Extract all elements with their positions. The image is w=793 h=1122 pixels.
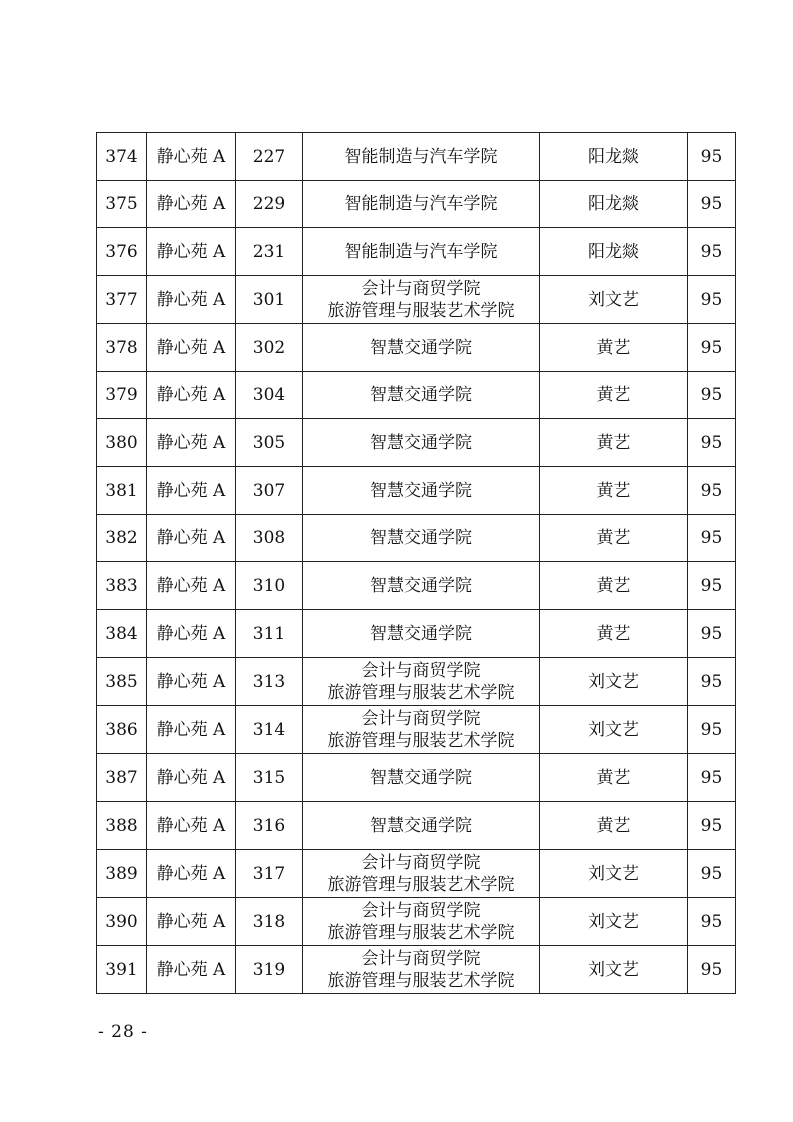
table-row <box>97 467 736 515</box>
table-body <box>97 133 736 994</box>
building-cell: 静心苑 A <box>147 850 236 898</box>
department-name: 旅游管理与服装艺术学院 <box>327 682 515 703</box>
table-row <box>97 228 736 276</box>
department-cell <box>303 133 540 181</box>
department-name: 智慧交通学院 <box>370 528 472 548</box>
score-cell: 95 <box>688 754 736 802</box>
table-row <box>97 181 736 228</box>
building-cell: 静心苑 A <box>147 802 236 850</box>
person-cell: 黄艺 <box>540 324 688 372</box>
department-name: 智能制造与汽车学院 <box>344 146 498 167</box>
department-cell <box>303 181 540 228</box>
score-cell: 95 <box>688 372 736 419</box>
table-row <box>97 706 736 754</box>
department-name: 智慧交通学院 <box>370 337 472 358</box>
department-cell <box>303 562 540 610</box>
room-cell: 231 <box>236 228 303 276</box>
department-name: 旅游管理与服装艺术学院 <box>327 970 515 991</box>
department-name: 旅游管理与服装艺术学院 <box>327 300 515 321</box>
department-name: 智慧交通学院 <box>370 623 472 644</box>
score-cell: 95 <box>688 946 736 994</box>
department-name: 旅游管理与服装艺术学院 <box>327 730 515 751</box>
score-cell: 95 <box>688 181 736 228</box>
department-name: 会计与商贸学院 <box>361 660 481 681</box>
score-cell: 95 <box>688 850 736 898</box>
person-cell: 刘文艺 <box>540 276 688 324</box>
table-row <box>97 133 736 181</box>
room-cell: 319 <box>236 946 303 994</box>
table-row <box>97 515 736 562</box>
row-number-cell: 378 <box>97 324 147 372</box>
room-cell: 315 <box>236 754 303 802</box>
row-number-cell: 391 <box>97 946 147 994</box>
person-cell: 刘文艺 <box>540 898 688 946</box>
score-cell: 95 <box>688 610 736 658</box>
department-cell <box>303 419 540 467</box>
room-cell: 317 <box>236 850 303 898</box>
table-row <box>97 802 736 850</box>
row-number-cell: 380 <box>97 419 147 467</box>
person-cell: 黄艺 <box>540 419 688 467</box>
person-cell: 黄艺 <box>540 610 688 658</box>
person-cell: 刘文艺 <box>540 946 688 994</box>
building-cell: 静心苑 A <box>147 276 236 324</box>
department-cell <box>303 515 540 562</box>
department-name: 智慧交通学院 <box>370 432 472 453</box>
person-cell: 刘文艺 <box>540 658 688 706</box>
row-number-cell: 384 <box>97 610 147 658</box>
department-name: 智慧交通学院 <box>370 815 472 836</box>
row-number-cell: 385 <box>97 658 147 706</box>
person-cell: 黄艺 <box>540 467 688 515</box>
room-cell: 307 <box>236 467 303 515</box>
person-cell: 阳龙燚 <box>540 133 688 181</box>
table-row <box>97 946 736 994</box>
row-number-cell: 389 <box>97 850 147 898</box>
department-cell <box>303 850 540 898</box>
room-cell: 229 <box>236 181 303 228</box>
table-row <box>97 850 736 898</box>
page-number: - 28 - <box>98 1022 148 1042</box>
row-number-cell: 388 <box>97 802 147 850</box>
building-cell: 静心苑 A <box>147 467 236 515</box>
score-cell: 95 <box>688 706 736 754</box>
person-cell: 黄艺 <box>540 562 688 610</box>
room-cell: 301 <box>236 276 303 324</box>
building-cell: 静心苑 A <box>147 610 236 658</box>
building-cell: 静心苑 A <box>147 419 236 467</box>
person-cell: 刘文艺 <box>540 850 688 898</box>
room-cell: 302 <box>236 324 303 372</box>
department-name: 会计与商贸学院 <box>361 900 481 921</box>
score-cell: 95 <box>688 802 736 850</box>
table-row <box>97 372 736 419</box>
department-name: 会计与商贸学院 <box>361 278 481 299</box>
row-number-cell: 374 <box>97 133 147 181</box>
score-cell: 95 <box>688 133 736 181</box>
department-cell <box>303 228 540 276</box>
person-cell: 阳龙燚 <box>540 181 688 228</box>
room-cell: 227 <box>236 133 303 181</box>
row-number-cell: 376 <box>97 228 147 276</box>
building-cell: 静心苑 A <box>147 228 236 276</box>
row-number-cell: 382 <box>97 515 147 562</box>
department-cell <box>303 276 540 324</box>
person-cell: 阳龙燚 <box>540 228 688 276</box>
table-row <box>97 610 736 658</box>
department-name: 会计与商贸学院 <box>361 708 481 729</box>
room-cell: 308 <box>236 515 303 562</box>
score-cell: 95 <box>688 562 736 610</box>
department-name: 会计与商贸学院 <box>361 852 481 873</box>
table-row <box>97 276 736 324</box>
building-cell: 静心苑 A <box>147 133 236 181</box>
room-cell: 318 <box>236 898 303 946</box>
person-cell: 黄艺 <box>540 372 688 419</box>
room-cell: 305 <box>236 419 303 467</box>
person-cell: 黄艺 <box>540 515 688 562</box>
score-cell: 95 <box>688 658 736 706</box>
department-name: 会计与商贸学院 <box>361 948 481 969</box>
building-cell: 静心苑 A <box>147 515 236 562</box>
building-cell: 静心苑 A <box>147 946 236 994</box>
building-cell: 静心苑 A <box>147 372 236 419</box>
score-cell: 95 <box>688 898 736 946</box>
department-name: 智慧交通学院 <box>370 385 472 405</box>
building-cell: 静心苑 A <box>147 562 236 610</box>
building-cell: 静心苑 A <box>147 658 236 706</box>
score-cell: 95 <box>688 228 736 276</box>
building-cell: 静心苑 A <box>147 324 236 372</box>
person-cell: 刘文艺 <box>540 706 688 754</box>
table-row <box>97 898 736 946</box>
department-name: 旅游管理与服装艺术学院 <box>327 922 515 943</box>
building-cell: 静心苑 A <box>147 754 236 802</box>
department-name: 智能制造与汽车学院 <box>344 194 498 214</box>
table-row <box>97 754 736 802</box>
score-cell: 95 <box>688 324 736 372</box>
table-row <box>97 419 736 467</box>
row-number-cell: 379 <box>97 372 147 419</box>
department-cell <box>303 802 540 850</box>
room-cell: 314 <box>236 706 303 754</box>
department-cell <box>303 946 540 994</box>
dormitory-score-table <box>96 132 736 994</box>
department-cell <box>303 658 540 706</box>
department-cell <box>303 324 540 372</box>
person-cell: 黄艺 <box>540 754 688 802</box>
department-name: 智慧交通学院 <box>370 767 472 788</box>
row-number-cell: 377 <box>97 276 147 324</box>
room-cell: 316 <box>236 802 303 850</box>
room-cell: 311 <box>236 610 303 658</box>
room-cell: 313 <box>236 658 303 706</box>
room-cell: 310 <box>236 562 303 610</box>
department-name: 智慧交通学院 <box>370 480 472 501</box>
department-name: 智慧交通学院 <box>370 575 472 596</box>
department-cell <box>303 754 540 802</box>
department-cell <box>303 467 540 515</box>
score-cell: 95 <box>688 276 736 324</box>
department-cell <box>303 372 540 419</box>
row-number-cell: 387 <box>97 754 147 802</box>
row-number-cell: 383 <box>97 562 147 610</box>
building-cell: 静心苑 A <box>147 898 236 946</box>
score-cell: 95 <box>688 419 736 467</box>
row-number-cell: 375 <box>97 181 147 228</box>
department-name: 智能制造与汽车学院 <box>344 241 498 262</box>
table-row <box>97 324 736 372</box>
building-cell: 静心苑 A <box>147 706 236 754</box>
score-cell: 95 <box>688 515 736 562</box>
person-cell: 黄艺 <box>540 802 688 850</box>
row-number-cell: 386 <box>97 706 147 754</box>
row-number-cell: 390 <box>97 898 147 946</box>
department-cell <box>303 898 540 946</box>
department-name: 旅游管理与服装艺术学院 <box>327 874 515 895</box>
score-cell: 95 <box>688 467 736 515</box>
department-cell <box>303 706 540 754</box>
row-number-cell: 381 <box>97 467 147 515</box>
building-cell: 静心苑 A <box>147 181 236 228</box>
table-row <box>97 658 736 706</box>
room-cell: 304 <box>236 372 303 419</box>
table-row <box>97 562 736 610</box>
department-cell <box>303 610 540 658</box>
